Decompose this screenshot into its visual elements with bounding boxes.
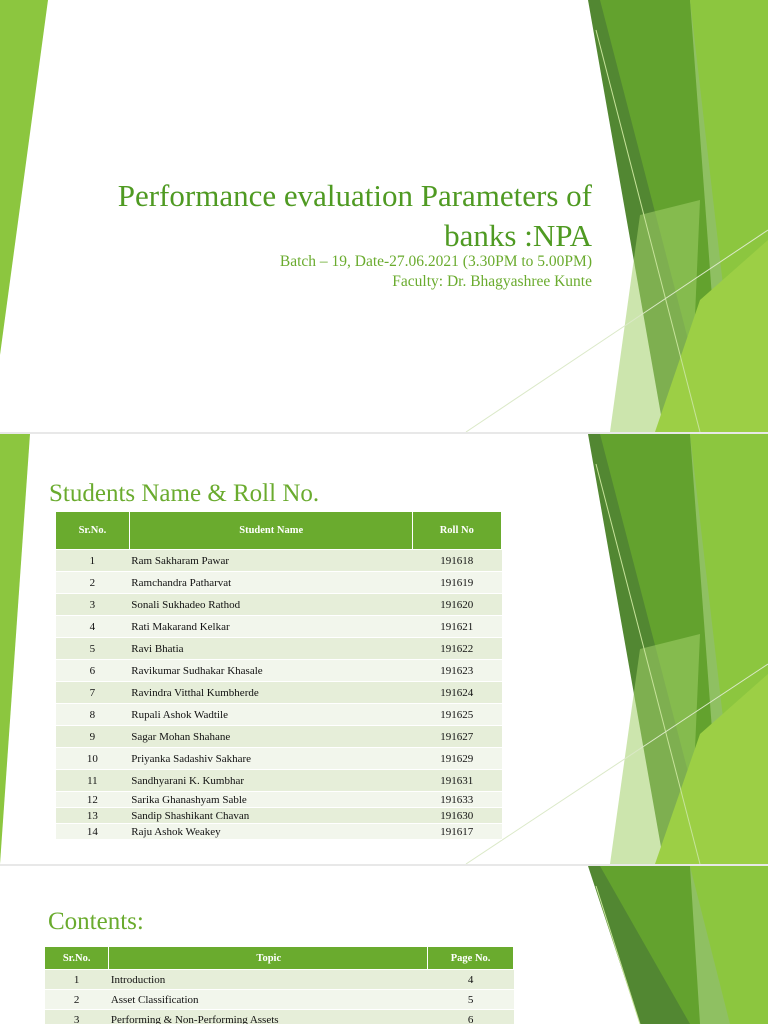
students-slide [0,434,768,864]
table-row [56,770,502,792]
students-table [55,511,502,840]
table-row [56,682,502,704]
cell-roll: 191624 [412,682,501,704]
cell-topic: Introduction [109,970,428,990]
cell-name: Sandip Shashikant Chavan [129,808,412,824]
cell-roll: 191619 [412,572,501,594]
cell-srno: 3 [56,594,130,616]
table-row [56,726,502,748]
contents-table [44,946,514,1024]
cell-srno: 2 [56,572,130,594]
cell-srno: 11 [56,770,130,792]
cell-roll: 191620 [412,594,501,616]
cell-roll: 191618 [412,550,501,572]
contents-heading: Contents: [48,908,144,935]
cell-srno: 1 [45,970,109,990]
cell-srno: 6 [56,660,130,682]
table-row [56,748,502,770]
contents-slide [0,866,768,1024]
table-row [45,990,514,1010]
cell-srno: 7 [56,682,130,704]
table-row [56,808,502,824]
cell-page: 6 [428,1010,514,1024]
cell-name: Sagar Mohan Shahane [129,726,412,748]
table-header-row [56,512,502,550]
table-row [56,572,502,594]
table-row [56,704,502,726]
cell-roll: 191630 [412,808,501,824]
cell-srno: 4 [56,616,130,638]
table-row [56,792,502,808]
table-header-row [45,947,514,970]
column-header-srno: Sr.No. [45,947,109,970]
cell-roll: 191617 [412,824,501,840]
table-row [56,638,502,660]
column-header-page: Page No. [428,947,514,970]
cell-roll: 191633 [412,792,501,808]
cell-srno: 2 [45,990,109,1010]
cell-name: Ravikumar Sudhakar Khasale [129,660,412,682]
cell-srno: 13 [56,808,130,824]
cell-page: 5 [428,990,514,1010]
column-header-topic: Topic [109,947,428,970]
cell-srno: 1 [56,550,130,572]
cell-topic: Performing & Non-Performing Assets [109,1010,428,1024]
subtitle-batch: Batch – 19, Date-27.06.2021 (3.30PM to 5.00PM) [279,253,592,270]
cell-srno: 8 [56,704,130,726]
cell-roll: 191623 [412,660,501,682]
table-row [56,616,502,638]
cell-roll: 191629 [412,748,501,770]
cell-roll: 191627 [412,726,501,748]
cell-srno: 10 [56,748,130,770]
title-slide [0,0,768,432]
cell-name: Ram Sakharam Pawar [129,550,412,572]
table-row [45,1010,514,1024]
cell-roll: 191625 [412,704,501,726]
cell-srno: 12 [56,792,130,808]
cell-roll: 191622 [412,638,501,660]
cell-name: Raju Ashok Weakey [129,824,412,840]
column-header-name: Student Name [129,512,412,550]
cell-name: Sarika Ghanashyam Sable [129,792,412,808]
cell-roll: 191631 [412,770,501,792]
cell-srno: 9 [56,726,130,748]
table-row [56,660,502,682]
slide-title: Performance evaluation Parameters of banks :NPA [117,178,592,253]
cell-name: Priyanka Sadashiv Sakhare [129,748,412,770]
cell-srno: 14 [56,824,130,840]
table-row [56,594,502,616]
column-header-srno: Sr.No. [56,512,130,550]
subtitle-faculty: Faculty: Dr. Bhagyashree Kunte [392,273,592,290]
cell-name: Sandhyarani K. Kumbhar [129,770,412,792]
cell-topic: Asset Classification [109,990,428,1010]
students-heading: Students Name & Roll No. [49,480,320,507]
cell-name: Rati Makarand Kelkar [129,616,412,638]
cell-srno: 5 [56,638,130,660]
cell-name: Ramchandra Patharvat [129,572,412,594]
cell-page: 4 [428,970,514,990]
table-row [56,550,502,572]
table-row [56,824,502,840]
cell-name: Rupali Ashok Wadtile [129,704,412,726]
cell-name: Ravi Bhatia [129,638,412,660]
cell-roll: 191621 [412,616,501,638]
cell-name: Sonali Sukhadeo Rathod [129,594,412,616]
column-header-roll: Roll No [412,512,501,550]
table-row [45,970,514,990]
slide-subtitle [72,252,592,292]
cell-srno: 3 [45,1010,109,1024]
cell-name: Ravindra Vitthal Kumbherde [129,682,412,704]
